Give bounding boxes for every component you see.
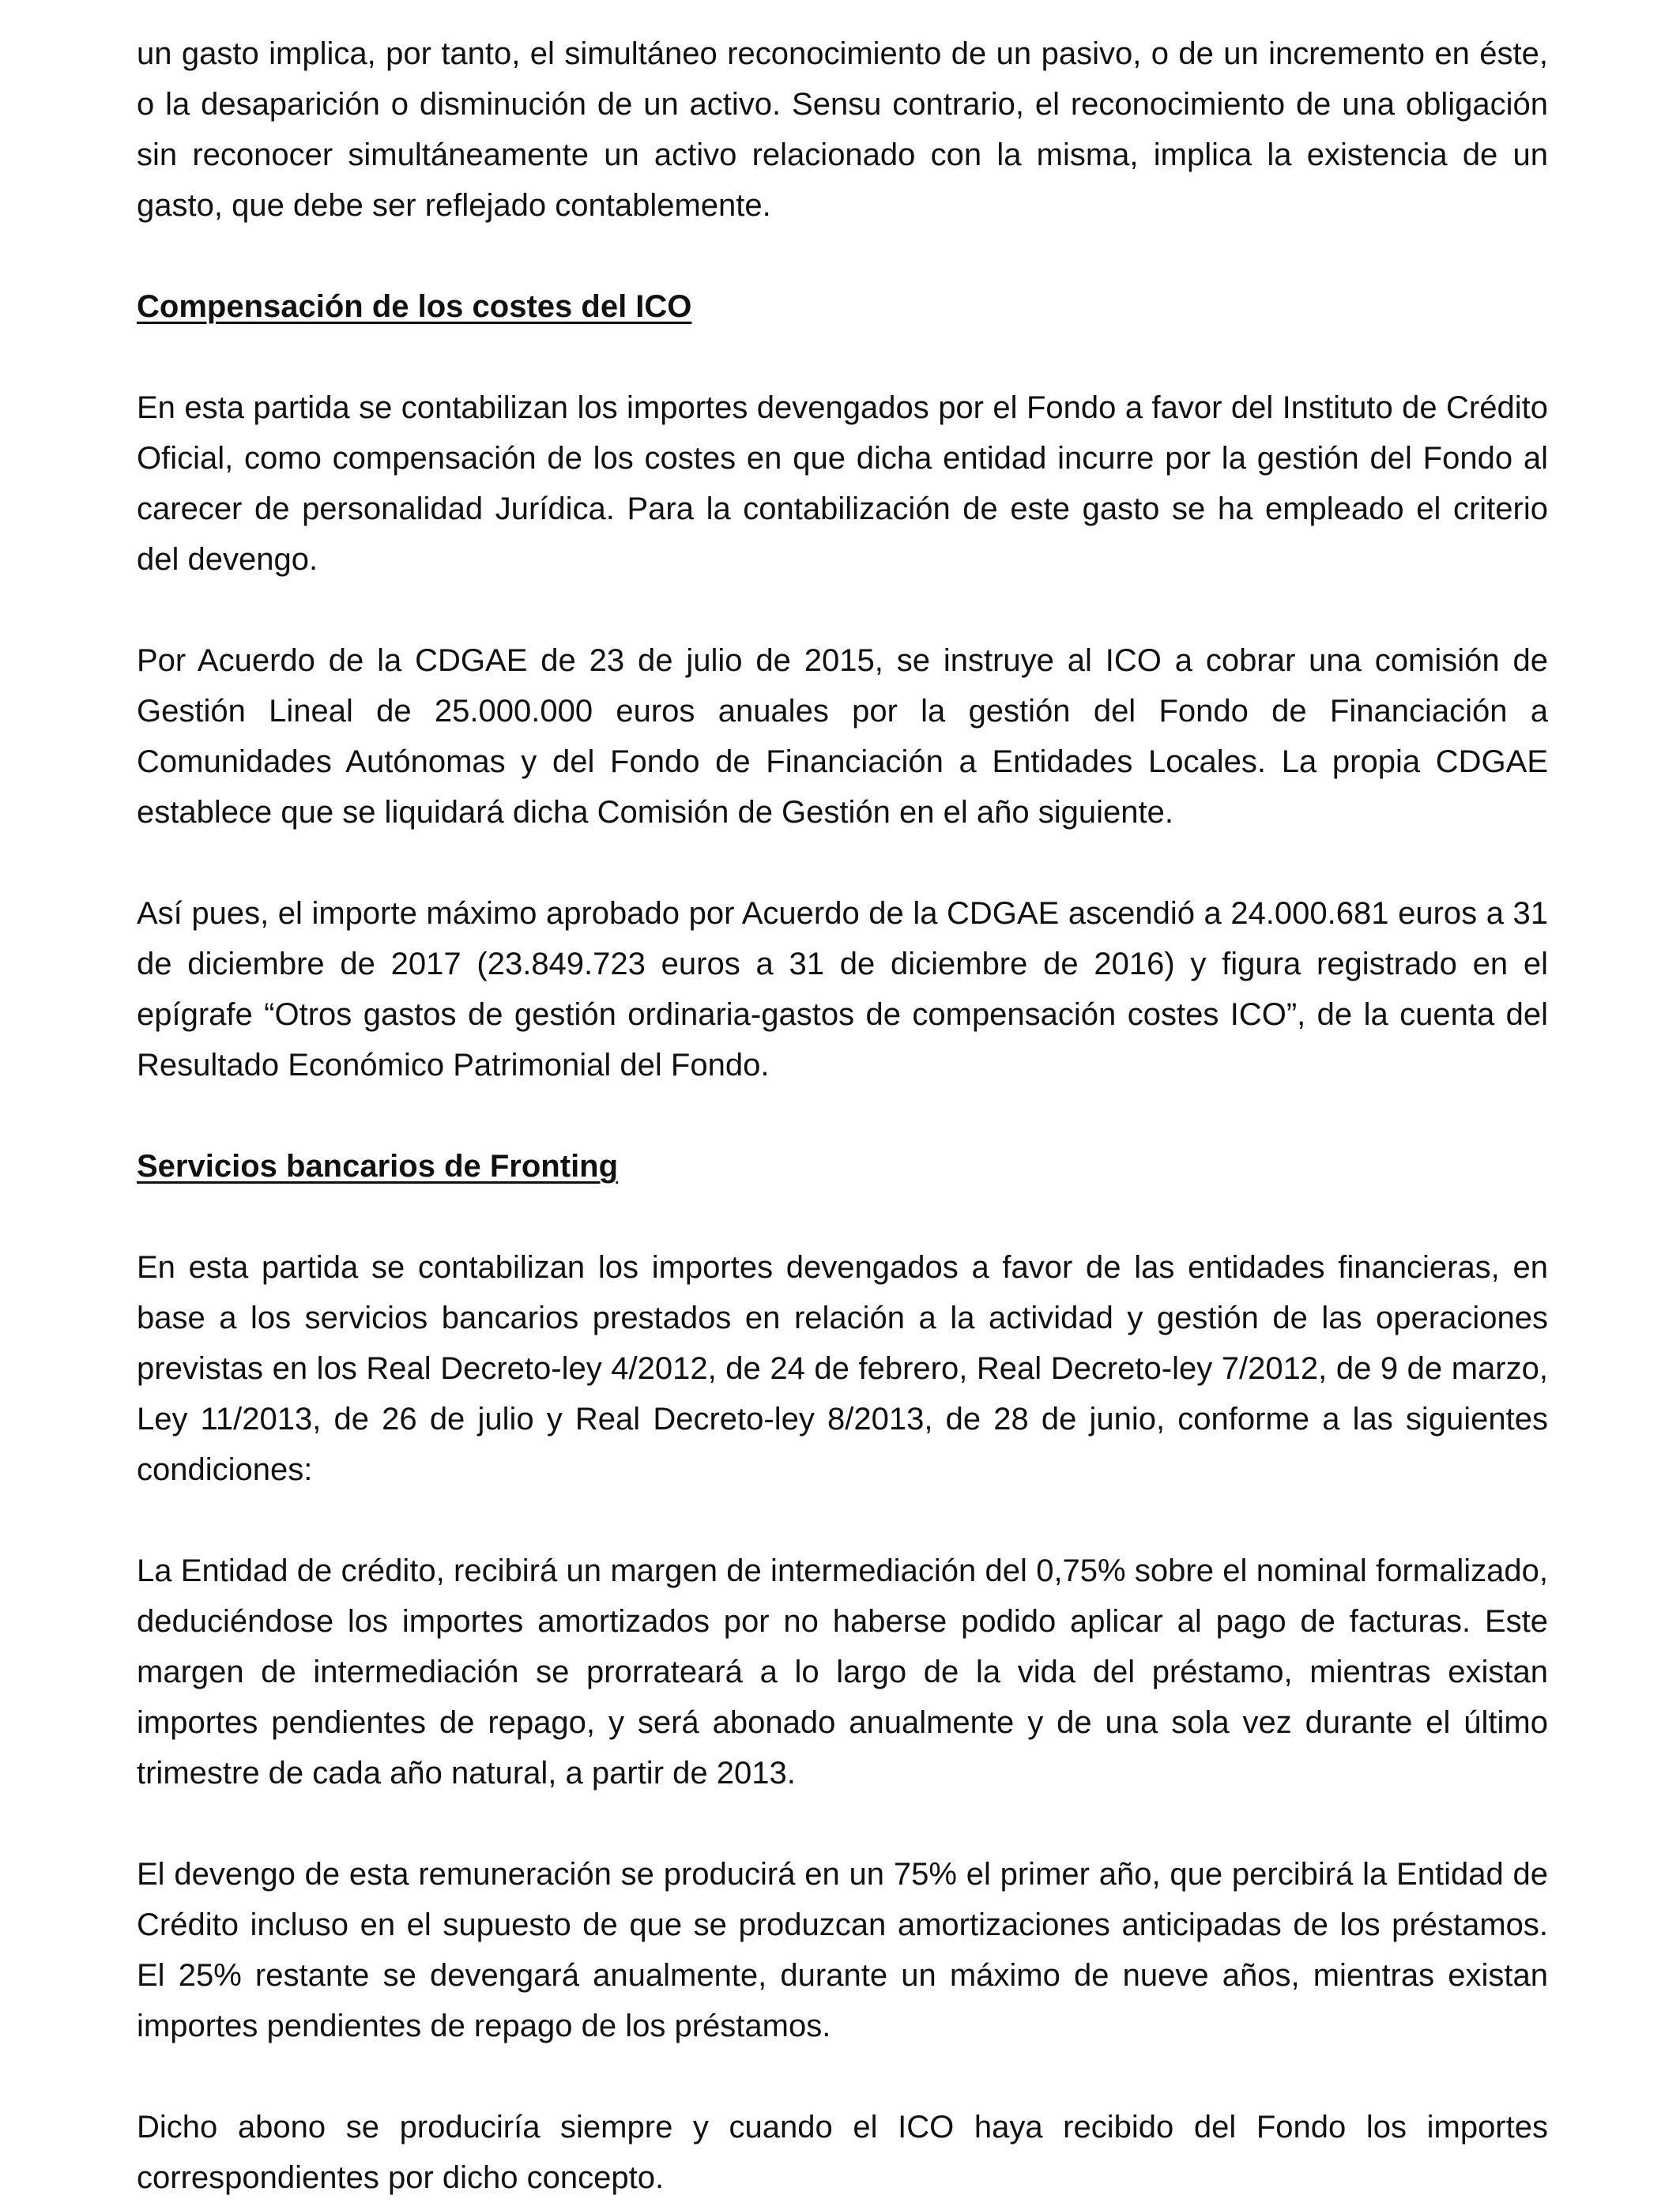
paragraph-devengo-remuneracion: El devengo de esta remuneración se producirá en un 75% el primer año, que percibirá la Entidad de Crédito incluso en el supuesto de que se produzcan amortizaciones anticipadas de los préstamos. El 25% restante se devengará anualmente, durante un máximo de nueve años, mientras existan importes pendientes de repago de los préstamos. <box>137 1857 1548 2043</box>
section-heading-compensacion-costes-ico: Compensación de los costes del ICO <box>137 289 692 324</box>
paragraph-compensacion-partida: En esta partida se contabilizan los importes devengados por el Fondo a favor del Instituto de Crédito Oficial, como compensación de los costes en que dicha entidad incurre por la gestión del Fondo al carecer de personalidad Jurídica. Para la contabilización de este gasto se ha empleado el criterio del devengo. <box>137 390 1548 577</box>
paragraph-importe-maximo: Así pues, el importe máximo aprobado por Acuerdo de la CDGAE ascendió a 24.000.681 euros a 31 de diciembre de 2017 (23.849.723 euros a 31 de diciembre de 2016) y figura registrado en el epígrafe “Otros gastos de gestión ordinaria-gastos de compensación costes ICO”, de la cuenta del Resultado Económico Patrimonial del Fondo. <box>137 896 1548 1083</box>
document-page <box>137 28 1548 2203</box>
paragraph-abono-condicion: Dicho abono se produciría siempre y cuando el ICO haya recibido del Fondo los importes correspondientes por dicho concepto. <box>137 2110 1548 2195</box>
paragraph-acuerdo-cdgae: Por Acuerdo de la CDGAE de 23 de julio de 2015, se instruye al ICO a cobrar una comisión de Gestión Lineal de 25.000.000 euros anuales por la gestión del Fondo de Financiación a Comunidades Autónomas y del Fondo de Financiación a Entidades Locales. La propia CDGAE establece que se liquidará dicha Comisión de Gestión en el año siguiente. <box>137 643 1548 830</box>
paragraph-gasto-definicion: un gasto implica, por tanto, el simultáneo reconocimiento de un pasivo, o de un incremento en éste, o la desaparición o disminución de un activo. Sensu contrario, el reconocimiento de una obligación sin reconocer simultáneamente un activo relacionado con la misma, implica la existencia de un gasto, que debe ser reflejado contablemente. <box>137 36 1548 223</box>
paragraph-fronting-partida: En esta partida se contabilizan los importes devengados a favor de las entidades financieras, en base a los servicios bancarios prestados en relación a la actividad y gestión de las operaciones previstas en los Real Decreto-ley 4/2012, de 24 de febrero, Real Decreto-ley 7/2012, de 9 de marzo, Ley 11/2013, de 26 de julio y Real Decreto-ley 8/2013, de 28 de junio, conforme a las siguientes condiciones: <box>137 1250 1548 1487</box>
paragraph-margen-intermediacion: La Entidad de crédito, recibirá un margen de intermediación del 0,75% sobre el nominal formalizado, deduciéndose los importes amortizados por no haberse podido aplicar al pago de facturas. Este margen de intermediación se prorrateará a lo largo de la vida del préstamo, mientras existan importes pendientes de repago, y será abonado anualmente y de una sola vez durante el último trimestre de cada año natural, a partir de 2013. <box>137 1553 1548 1791</box>
section-heading-servicios-fronting: Servicios bancarios de Fronting <box>137 1149 619 1184</box>
